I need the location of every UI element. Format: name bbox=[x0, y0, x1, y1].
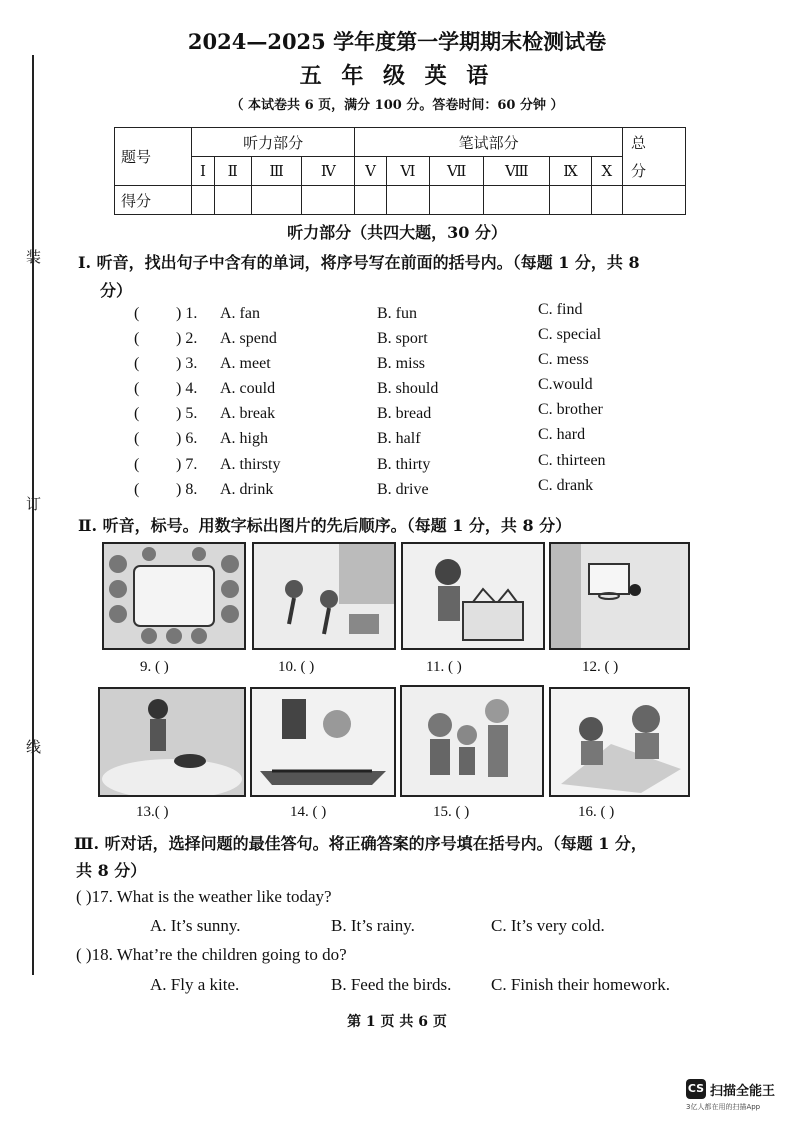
list-item bbox=[0, 301, 794, 327]
option-c: C. special bbox=[538, 326, 602, 343]
option-c: C. find bbox=[538, 301, 583, 318]
section1-title: Ⅰ. 听音，找出句子中含有的单词，将序号写在前面的括号内。（每题 1 分，共 8 bbox=[78, 253, 640, 272]
option-a: A. spend bbox=[220, 330, 277, 347]
list-item bbox=[0, 477, 794, 503]
option-b: B. thirty bbox=[377, 456, 431, 473]
score-col-5: Ⅴ bbox=[355, 157, 387, 186]
option-a: A. drink bbox=[220, 481, 274, 498]
dog-illustration bbox=[100, 689, 244, 795]
exam-subtitle: 五 年 级 英 语 bbox=[299, 63, 495, 89]
option-c: C. drank bbox=[538, 477, 594, 494]
section3-title-cont: 共 8 分） bbox=[76, 861, 147, 880]
family-illustration bbox=[402, 687, 542, 795]
question-number: ) 1. bbox=[176, 305, 198, 322]
option-c: C. It’s very cold. bbox=[491, 916, 605, 935]
option-a: A. Fly a kite. bbox=[150, 975, 240, 994]
picture-label-16: 16. ( ) bbox=[578, 804, 615, 820]
option-b: B. Feed the birds. bbox=[331, 975, 452, 994]
option-b: B. fun bbox=[377, 305, 417, 322]
score-table bbox=[114, 127, 686, 215]
option-a: A. high bbox=[220, 430, 268, 447]
question-number: ) 8. bbox=[176, 481, 198, 498]
exam-title: 2024—2025 学年度第一学期期末检测试卷 bbox=[187, 29, 607, 54]
score-cell[interactable] bbox=[214, 186, 251, 215]
page-number: 第 1 页 共 6 页 bbox=[347, 1014, 447, 1030]
question-number: ) 3. bbox=[176, 355, 198, 372]
option-b: B. should bbox=[377, 380, 439, 397]
binding-char-xian: 线 bbox=[26, 738, 42, 756]
score-cell[interactable] bbox=[591, 186, 622, 215]
option-c: C. brother bbox=[538, 401, 603, 418]
option-b: B. sport bbox=[377, 330, 428, 347]
picture-label-15: 15. ( ) bbox=[433, 804, 470, 820]
dragon-boat-illustration bbox=[252, 689, 394, 795]
section1-title-cont: 分） bbox=[100, 281, 133, 300]
answer-bracket[interactable]: ( bbox=[134, 330, 140, 347]
picture-label-9: 9. ( ) bbox=[140, 659, 169, 675]
score-col-2: Ⅱ bbox=[214, 157, 251, 186]
option-b: B. It’s rainy. bbox=[331, 916, 415, 935]
picture-family-greeting bbox=[400, 685, 544, 797]
shopping-illustration bbox=[403, 544, 543, 648]
option-c: C.would bbox=[538, 376, 593, 393]
score-cell[interactable] bbox=[192, 186, 215, 215]
question-number: ) 2. bbox=[176, 330, 198, 347]
exam-note: （ 本试卷共 6 页，满分 100 分。答卷时间：60 分钟 ） bbox=[230, 98, 564, 113]
answer-bracket[interactable]: ( bbox=[134, 305, 140, 322]
option-a: A. break bbox=[220, 405, 276, 422]
score-col-7: Ⅶ bbox=[429, 157, 483, 186]
running-illustration bbox=[254, 544, 394, 648]
score-col-4: Ⅳ bbox=[302, 157, 355, 186]
picture-basketball bbox=[549, 542, 690, 650]
score-cell[interactable] bbox=[484, 186, 550, 215]
camscanner-name: 扫描全能王 bbox=[710, 1084, 776, 1099]
list-item bbox=[0, 351, 794, 377]
score-table-total: 总 分 bbox=[623, 128, 686, 186]
question-number: ) 5. bbox=[176, 405, 198, 422]
option-c: C. thirteen bbox=[538, 452, 606, 469]
park-illustration bbox=[104, 544, 244, 648]
question-number: ) 6. bbox=[176, 430, 198, 447]
answer-bracket[interactable]: ( bbox=[134, 355, 140, 372]
list-item bbox=[0, 401, 794, 427]
score-col-1: Ⅰ bbox=[192, 157, 215, 186]
picture-walking-dog bbox=[98, 687, 246, 797]
score-col-10: Ⅹ bbox=[591, 157, 622, 186]
option-c: C. Finish their homework. bbox=[491, 975, 670, 994]
listening-heading: 听力部分（共四大题，30 分） bbox=[287, 223, 507, 242]
score-col-8: Ⅷ bbox=[484, 157, 550, 186]
question-18: ( )18. What’re the children going to do? bbox=[76, 945, 347, 964]
score-cell[interactable] bbox=[251, 186, 302, 215]
option-a: A. fan bbox=[220, 305, 260, 322]
picture-running-children bbox=[252, 542, 396, 650]
list-item bbox=[0, 326, 794, 352]
option-b: B. drive bbox=[377, 481, 429, 498]
list-item bbox=[0, 376, 794, 402]
option-a: A. It’s sunny. bbox=[150, 916, 241, 935]
picture-dragon-boat bbox=[250, 687, 396, 797]
score-table-tihao: 题号 bbox=[115, 128, 192, 186]
answer-bracket[interactable]: ( bbox=[134, 380, 140, 397]
question-number: ) 4. bbox=[176, 380, 198, 397]
score-cell[interactable] bbox=[355, 186, 387, 215]
picture-label-11: 11. ( ) bbox=[426, 659, 462, 675]
picnic-illustration bbox=[551, 689, 688, 795]
answer-bracket[interactable]: ( bbox=[134, 405, 140, 422]
option-c: C. hard bbox=[538, 426, 586, 443]
option-a: A. could bbox=[220, 380, 276, 397]
score-col-3: Ⅲ bbox=[251, 157, 302, 186]
list-item bbox=[0, 426, 794, 452]
option-b: B. miss bbox=[377, 355, 426, 372]
picture-park bbox=[102, 542, 246, 650]
option-a: A. thirsty bbox=[220, 456, 281, 473]
option-c: C. mess bbox=[538, 351, 589, 368]
score-table-defen: 得分 bbox=[115, 186, 192, 215]
answer-bracket[interactable]: ( bbox=[134, 456, 140, 473]
question-17: ( )17. What is the weather like today? bbox=[76, 887, 332, 906]
score-col-6: Ⅵ bbox=[386, 157, 429, 186]
picture-picnic bbox=[549, 687, 690, 797]
picture-label-12: 12. ( ) bbox=[582, 659, 619, 675]
score-cell[interactable] bbox=[429, 186, 483, 215]
option-b: B. bread bbox=[377, 405, 432, 422]
question-number: ) 7. bbox=[176, 456, 198, 473]
list-item bbox=[0, 452, 794, 478]
binding-line bbox=[32, 55, 34, 975]
camscanner-tagline: 3亿人都在用的扫描App bbox=[686, 1103, 761, 1111]
section3-title: Ⅲ. 听对话，选择问题的最佳答句。将正确答案的序号填在括号内。（每题 1 分， bbox=[74, 834, 647, 853]
option-a: A. meet bbox=[220, 355, 271, 372]
picture-label-14: 14. ( ) bbox=[290, 804, 327, 820]
camscanner-logo: CS bbox=[686, 1079, 706, 1099]
section2-title: Ⅱ. 听音，标号。用数字标出图片的先后顺序。（每题 1 分，共 8 分） bbox=[78, 516, 572, 535]
score-cell[interactable] bbox=[623, 186, 686, 215]
binding-char-ding: 订 bbox=[26, 495, 42, 513]
option-b: B. half bbox=[377, 430, 421, 447]
answer-bracket[interactable]: ( bbox=[134, 481, 140, 498]
score-col-9: Ⅸ bbox=[550, 157, 591, 186]
picture-label-10: 10. ( ) bbox=[278, 659, 315, 675]
basketball-illustration bbox=[551, 544, 688, 648]
picture-label-13: 13.( ) bbox=[136, 804, 169, 820]
score-table-writing: 笔试部分 bbox=[355, 128, 623, 157]
binding-char-zhuang: 装 bbox=[26, 248, 42, 266]
answer-bracket[interactable]: ( bbox=[134, 430, 140, 447]
score-cell[interactable] bbox=[302, 186, 355, 215]
score-cell[interactable] bbox=[386, 186, 429, 215]
score-cell[interactable] bbox=[550, 186, 591, 215]
picture-girl-shopping bbox=[401, 542, 545, 650]
score-table-listening: 听力部分 bbox=[192, 128, 355, 157]
